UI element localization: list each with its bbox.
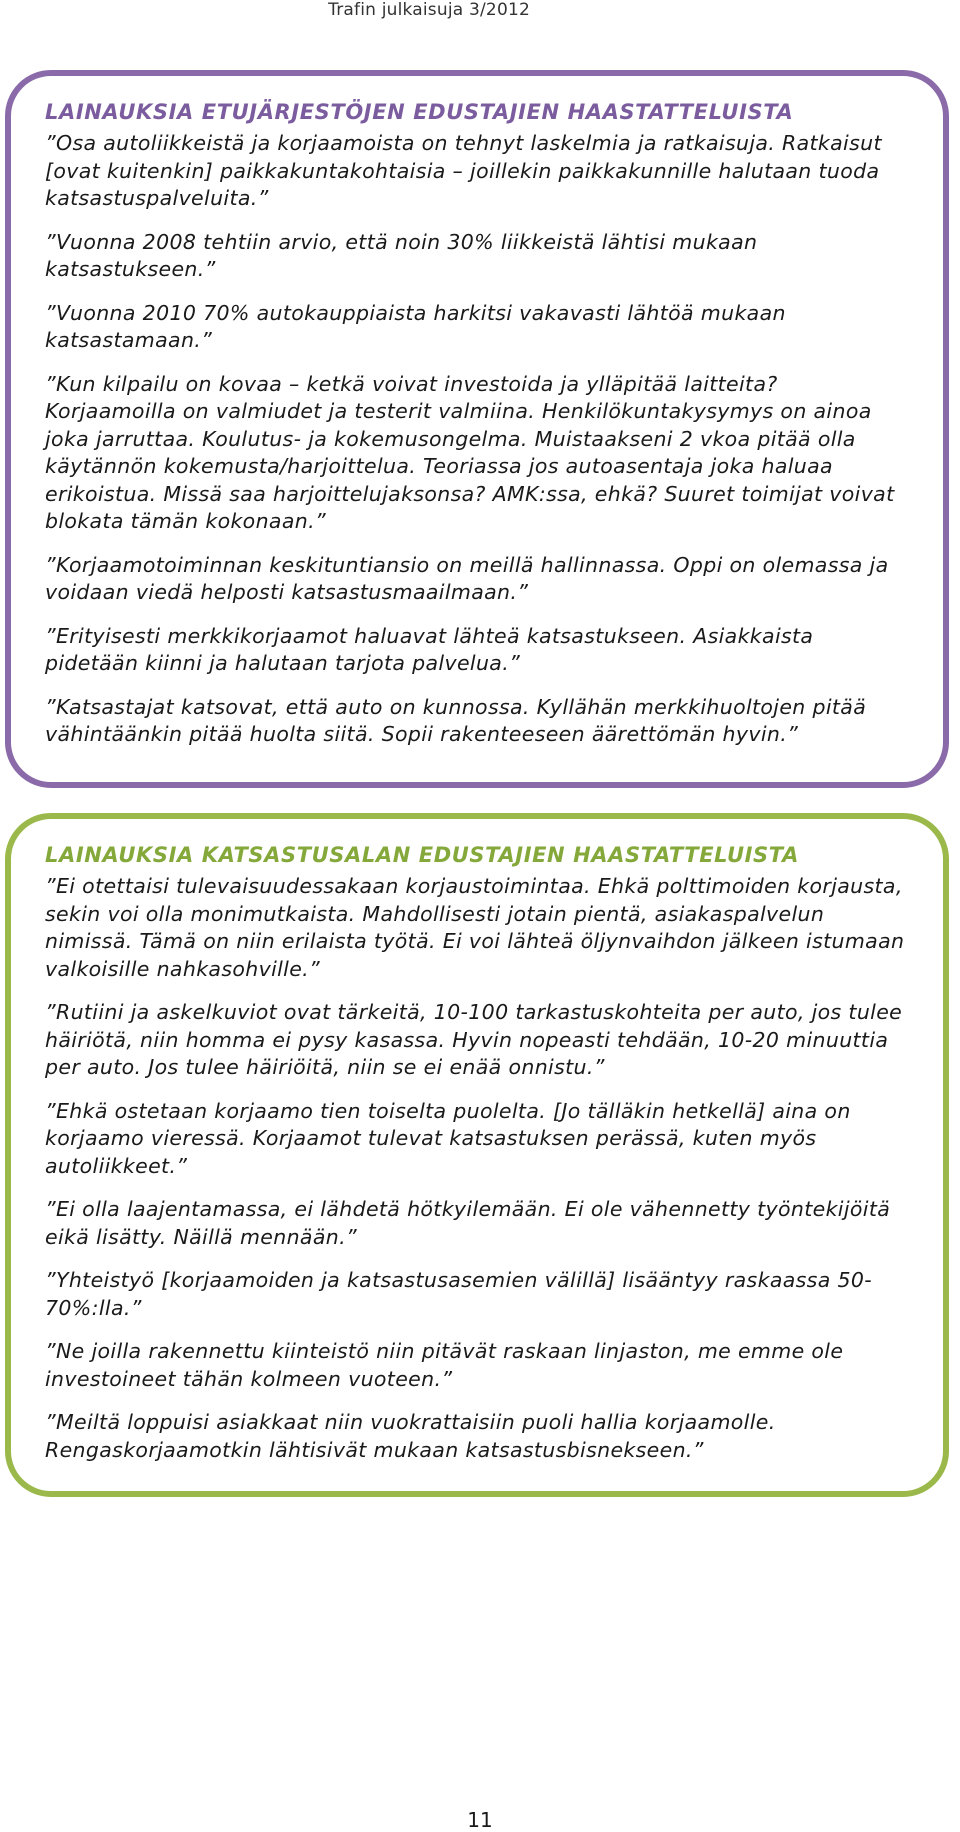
quote: ”Ne joilla rakennettu kiinteistö niin pitävät raskaan linjaston, me emme ole investoineet tähän kolmeen vuoteen.” (45, 1339, 844, 1391)
quote: ”Ei olla laajentamassa, ei lähdetä hötkyilemään. Ei ole vähennetty työntekijöitä eikä lisätty. Näillä mennään.” (45, 1197, 891, 1249)
quote: ”Erityisesti merkkikorjaamot haluavat lähteä katsastukseen. Asiakkaista pidetään kiinni ja halutaan tarjota palvelua.” (45, 623, 814, 675)
inspection-sector-box-title: LAINAUKSIA KATSASTUSALAN EDUSTAJIEN HAASTATTELUISTA (45, 843, 799, 867)
interest-groups-quote-box (5, 70, 949, 788)
page-number: 11 (467, 1808, 493, 1832)
quote: ”Ehkä ostetaan korjaamo tien toiselta puolelta. [Jo tälläkin hetkellä] aina on korjaamo vieressä. Korjaamot tulevat katsastuksen perässä, kuten myös autoliikkeet.” (45, 1098, 851, 1178)
interest-groups-box-title: LAINAUKSIA ETUJÄRJESTÖJEN EDUSTAJIEN HAASTATTELUISTA (45, 100, 794, 124)
quote: ”Vuonna 2008 tehtiin arvio, että noin 30% liikkeistä lähtisi mukaan katsastukseen.” (45, 229, 758, 281)
quote: ”Korjaamotoiminnan keskituntiansio on meillä hallinnassa. Oppi on olemassa ja voidaan viedä helposti katsastusmaailmaan.” (45, 552, 889, 604)
quote: ”Vuonna 2010 70% autokauppiaista harkitsi vakavasti lähtöä mukaan katsastamaan.” (45, 300, 786, 352)
quote: ”Rutiini ja askelkuviot ovat tärkeitä, 10-100 tarkastuskohteita per auto, jos tulee häiriötä, niin homma ei pysy kasassa. Hyvin nopeasti tehdään, 10-20 minuuttia per auto. Jos tulee häiriöitä, niin se ei enää onnistu.” (45, 1000, 903, 1079)
quote: ”Katsastajat katsovat, että auto on kunnossa. Kyllähän merkkihuoltojen pitää vähintäänkin pitää huolta siitä. Sopii rakenteeseen äärettömän hyvin.” (45, 694, 867, 746)
quote: ”Kun kilpailu on kovaa – ketkä voivat investoida ja ylläpitää laitteita? Korjaamoilla on valmiudet ja testerit valmiina. Henkilökuntakysymys on ainoa joka jarruttaa. Koulutus- ja kokemusongelma. Muistaakseni 2 vkoa pitää olla käytännön kokemusta/harjoittelua. Teoriassa jos autoasentaja joka haluaa erikoistua. Missä saa harjoittelujaksonsa? AMK:ssa, ehkä? Suuret toimijat voivat blokata tämän kokonaan.” (45, 371, 895, 533)
quote: ”Meiltä loppuisi asiakkaat niin vuokrattaisiin puoli hallia korjaamolle. Rengaskorjaamotkin lähtisivät mukaan katsastusbisnekseen.” (45, 1410, 776, 1462)
quote: ”Osa autoliikkeistä ja korjaamoista on tehnyt laskelmia ja ratkaisuja. Ratkaisut [ovat kuitenkin] paikkakuntakohtaisia – joillekin paikkakunnille halutaan tuoda katsastuspalveluita.” (45, 131, 882, 210)
quote: ”Ei otettaisi tulevaisuudessakaan korjaustoimintaa. Ehkä polttimoiden korjausta, sekin voi olla monimutkaista. Mahdollisesti jotain pientä, asiakaspalvelun nimissä. Tämä on niin erilaista työtä. Ei voi lähteä öljynvaihdon jälkeen istumaan valkoisille nahkasohville.” (45, 874, 905, 981)
running-header: Trafin julkaisuja 3/2012 (328, 0, 530, 20)
inspection-sector-quote-box (5, 813, 949, 1497)
quote: ”Yhteistyö [korjaamoiden ja katsastusasemien välillä] lisääntyy raskaassa 50-70%:lla.” (45, 1268, 873, 1320)
